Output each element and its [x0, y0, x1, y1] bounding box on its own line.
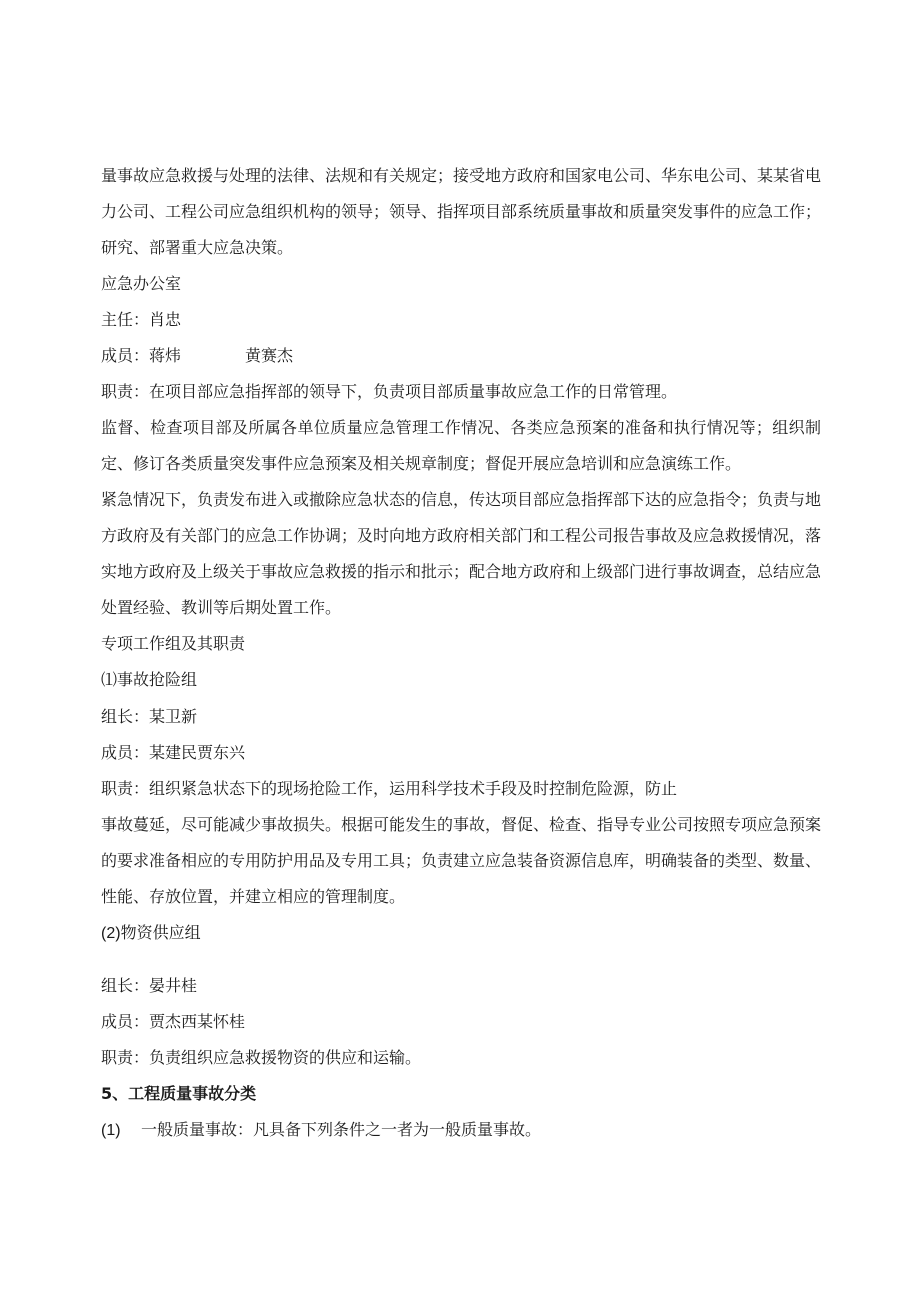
- group1-duty-line: 职责：组织紧急状态下的现场抢险工作，运用科学技术手段及时控制危险源，防止: [101, 779, 678, 798]
- office-duty-paragraph-1: 监督、检查项目部及所属各单位质量应急管理工作情况、各类应急预案的准备和执行情况等；组织制定、修订各类质量突发事件应急预案及相关规章制度；督促开展应急培训和应急演练工作。: [101, 418, 821, 473]
- groups-title: 专项工作组及其职责: [101, 634, 246, 653]
- office-members: [101, 338, 821, 374]
- group1-leader: 组长：某卫新: [101, 707, 198, 726]
- group2-members: 成员：贾杰西某怀桂: [101, 1012, 246, 1031]
- office-duty-line: 职责：在项目部应急指挥部的领导下，负责项目部质量事故应急工作的日常管理。: [101, 382, 678, 401]
- group1-duty-paragraph: 事故蔓延，尽可能减少事故损失。根据可能发生的事故，督促、检查、指导专业公司按照专项应急预案的要求准备相应的专用防护用品及专用工具；负责建立应急装备资源信息库，明确装备的类型、数量、性能、存放位置，并建立相应的管理制度。: [101, 815, 822, 906]
- office-title: 应急办公室: [101, 274, 182, 293]
- group2-leader: 组长：晏井桂: [101, 976, 198, 995]
- group2-title-num: (2): [101, 925, 121, 942]
- office-director: 主任：肖忠: [101, 310, 182, 329]
- group1-title-text: 事故抢险组: [117, 670, 198, 689]
- group1-title-num: ⑴: [101, 672, 118, 689]
- group2-title-text: 物资供应组: [120, 923, 201, 942]
- office-members-second: 黄赛杰: [245, 346, 294, 365]
- group2-duty-line: 职责：负责组织应急救援物资的供应和运输。: [101, 1048, 422, 1067]
- intro-paragraph: 量事故应急救援与处理的法律、法规和有关规定；接受地方政府和国家电公司、华东电公司、某某省电力公司、工程公司应急组织机构的领导；领导、指挥项目部系统质量事故和质量突发事件的应急工作；研究、部署重大应急决策。: [101, 166, 822, 257]
- office-members-first: 成员：蒋炜: [101, 346, 182, 365]
- section5-heading: 5、工程质量事故分类: [101, 1084, 257, 1103]
- section5-item-num: (1): [101, 1122, 121, 1139]
- section5-item-text: 一般质量事故：凡具备下列条件之一者为一般质量事故。: [141, 1120, 542, 1139]
- group1-title: [101, 662, 821, 699]
- spacer: [101, 952, 821, 968]
- group1-members: 成员：某建民贾东兴: [101, 743, 246, 762]
- office-duty-paragraph-2: 紧急情况下，负责发布进入或撤除应急状态的信息，传达项目部应急指挥部下达的应急指令；负责与地方政府及有关部门的应急工作协调；及时向地方政府相关部门和工程公司报告事故及应急救援情况，落实地方政府及上级关于事故应急救援的指示和批示；配合地方政府和上级部门进行事故调查，总结应急处置经验、教训等后期处置工作。: [101, 490, 822, 617]
- group2-title: [101, 915, 821, 952]
- document-page: [101, 158, 821, 1149]
- section5-item: [101, 1112, 821, 1149]
